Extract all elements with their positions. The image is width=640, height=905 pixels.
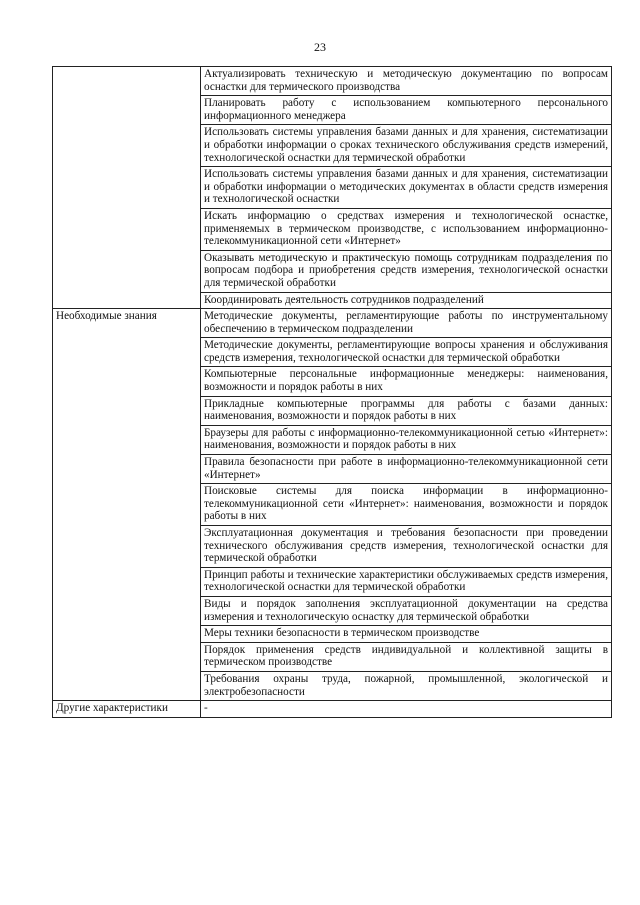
requirement-item: Актуализировать техническую и методическую документацию по вопросам оснастки для термического производства [201, 67, 612, 96]
section-label: Необходимые знания [53, 309, 201, 701]
requirement-item: Эксплуатационная документация и требования безопасности при проведении технического обслуживания средств измерения, технологической оснастки для термической обработки [201, 526, 612, 568]
section-label [53, 67, 201, 309]
requirement-item: Использовать системы управления базами данных и для хранения, систематизации и обработки информации о методических документах в области средств измерения и технологической оснастки [201, 167, 612, 209]
requirement-item: Компьютерные персональные информационные менеджеры: наименования, возможности и порядок работы в них [201, 367, 612, 396]
requirement-item: Планировать работу с использованием компьютерного персонального информационного менеджера [201, 96, 612, 125]
requirement-item: Искать информацию о средствах измерения и технологической оснастке, применяемых в термическом производстве, с использованием информационно-телекоммуникационной сети «Интернет» [201, 208, 612, 250]
requirement-item: Методические документы, регламентирующие работы по инструментальному обеспечению в термическом подразделении [201, 309, 612, 338]
requirement-item: Правила безопасности при работе в информационно-телекоммуникационной сети «Интернет» [201, 455, 612, 484]
requirement-item: Виды и порядок заполнения эксплуатационной документации на средства измерения и технологическую оснастку для термической обработки [201, 596, 612, 625]
requirement-item: Методические документы, регламентирующие вопросы хранения и обслуживания средств измерения, технологической оснастки для термической обработки [201, 338, 612, 367]
requirement-item: - [201, 701, 612, 718]
requirement-item: Поисковые системы для поиска информации в информационно-телекоммуникационной сети «Интернет»: наименования, возможности и порядок работы в них [201, 484, 612, 526]
page-number: 23 [314, 40, 326, 54]
table-row [53, 67, 612, 96]
requirements-table [52, 66, 612, 718]
requirements-table-body [53, 67, 612, 718]
requirement-item: Прикладные компьютерные программы для работы с базами данных: наименования, возможности и порядок работы в них [201, 396, 612, 425]
requirement-item: Требования охраны труда, пожарной, промышленной, экологической и электробезопасности [201, 671, 612, 700]
table-row [53, 309, 612, 338]
requirement-item: Принцип работы и технические характеристики обслуживаемых средств измерения, технологической оснастки для термической обработки [201, 567, 612, 596]
section-label: Другие характеристики [53, 701, 201, 718]
requirement-item: Оказывать методическую и практическую помощь сотрудникам подразделения по вопросам подбора и приобретения средств измерения, технологической оснастки для термической обработки [201, 250, 612, 292]
table-row [53, 701, 612, 718]
requirement-item: Использовать системы управления базами данных и для хранения, систематизации и обработки информации о сроках технического обслуживания средств измерений, технологической оснастки для термической обработки [201, 125, 612, 167]
requirement-item: Порядок применения средств индивидуальной и коллективной защиты в термическом производстве [201, 642, 612, 671]
requirement-item: Координировать деятельность сотрудников подразделений [201, 292, 612, 309]
requirement-item: Меры техники безопасности в термическом производстве [201, 626, 612, 643]
requirement-item: Браузеры для работы с информационно-телекоммуникационной сетью «Интернет»: наименования, возможности и порядок работы в них [201, 425, 612, 454]
